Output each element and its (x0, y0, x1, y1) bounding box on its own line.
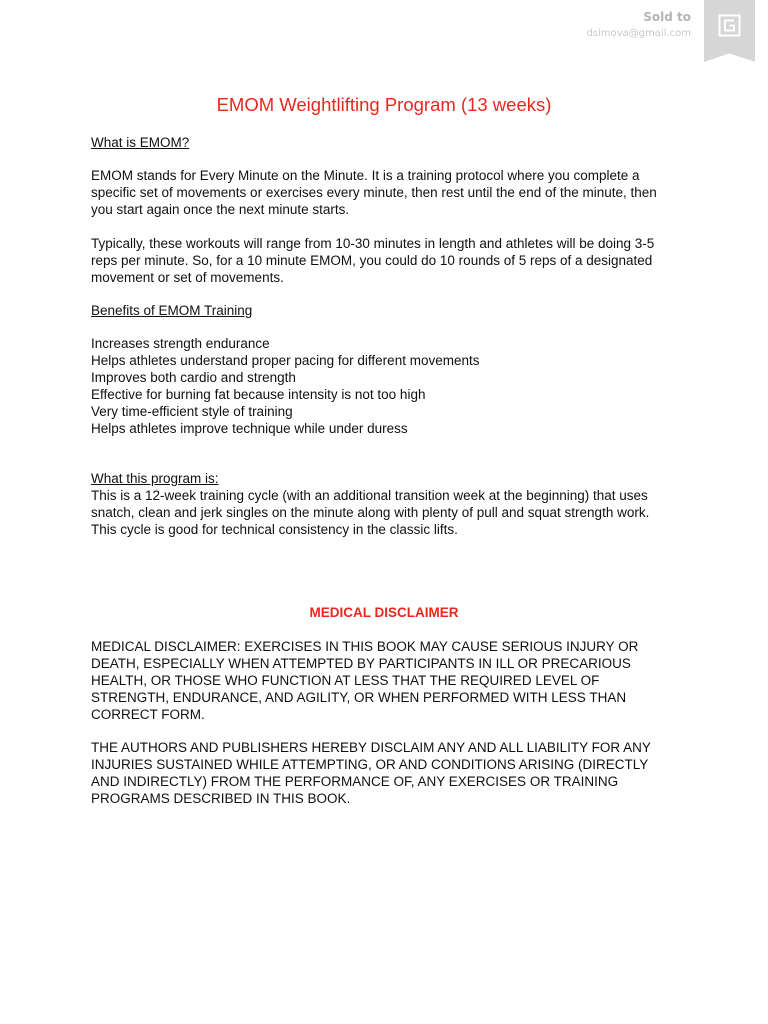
buyer-email: dsimova@gmail.com (586, 28, 691, 39)
what-is-emom-heading: What is EMOM? (91, 135, 190, 150)
text-line: PROGRAMS DESCRIBED IN THIS BOOK. (91, 791, 351, 806)
benefits-list (91, 335, 681, 437)
text-line: MEDICAL DISCLAIMER: EXERCISES IN THIS BOOK MAY CAUSE SERIOUS INJURY OR (91, 639, 639, 654)
bookmark-ribbon[interactable] (704, 0, 755, 62)
text-line: This cycle is good for technical consistency in the classic lifts. (91, 522, 458, 537)
text-line: DEATH, ESPECIALLY WHEN ATTEMPTED BY PARTICIPANTS IN ILL OR PRECARIOUS (91, 656, 631, 671)
text-line: HEALTH, OR THOSE WHO FUNCTION AT LESS THAT THE REQUIRED LEVEL OF (91, 673, 600, 688)
emom-typical-paragraph (91, 235, 681, 286)
sold-to-watermark (586, 8, 691, 42)
text-line: movement or set of movements. (91, 270, 284, 285)
list-item: Helps athletes improve technique while under duress (91, 421, 408, 436)
text-line: This is a 12-week training cycle (with an additional transition week at the beginning) that uses (91, 488, 648, 503)
g-logo-icon (718, 14, 741, 37)
text-line: THE AUTHORS AND PUBLISHERS HEREBY DISCLAIM ANY AND ALL LIABILITY FOR ANY (91, 740, 651, 755)
text-line: AND INDIRECTLY) FROM THE PERFORMANCE OF, ANY EXERCISES OR TRAINING (91, 774, 619, 789)
emom-definition-paragraph (91, 167, 681, 218)
sold-to-label: Sold to (643, 10, 691, 24)
text-line: you start again once the next minute starts. (91, 202, 350, 217)
text-line: Typically, these workouts will range from 10-30 minutes in length and athletes will be doing 3-5 (91, 236, 655, 251)
program-description (91, 487, 681, 538)
text-line: STRENGTH, ENDURANCE, AND AGILITY, OR WHEN PERFORMED WITH LESS THAN (91, 690, 627, 705)
text-line: EMOM stands for Every Minute on the Minute. It is a training protocol where you complete a (91, 168, 640, 183)
list-item: Effective for burning fat because intensity is not too high (91, 387, 426, 402)
list-item: Improves both cardio and strength (91, 370, 296, 385)
document-title: EMOM Weightlifting Program (13 weeks) (216, 94, 552, 115)
disclaimer-paragraph-1 (91, 638, 681, 723)
disclaimer-paragraph-2 (91, 739, 681, 807)
text-line: INJURIES SUSTAINED WHILE ATTEMPTING, OR AND CONDITIONS ARISING (DIRECTLY (91, 757, 649, 772)
medical-disclaimer-title: MEDICAL DISCLAIMER (309, 605, 459, 620)
list-item: Helps athletes understand proper pacing for different movements (91, 353, 480, 368)
benefits-heading: Benefits of EMOM Training (91, 303, 253, 318)
text-line: specific set of movements or exercises every minute, then rest until the end of the minute, then (91, 185, 657, 200)
text-line: CORRECT FORM. (91, 707, 205, 722)
text-line: snatch, clean and jerk singles on the minute along with plenty of pull and squat strength work. (91, 505, 650, 520)
text-line: reps per minute. So, for a 10 minute EMOM, you could do 10 rounds of 5 reps of a designated (91, 253, 653, 268)
list-item: Increases strength endurance (91, 336, 270, 351)
program-heading: What this program is: (91, 471, 219, 486)
list-item: Very time-efficient style of training (91, 404, 293, 419)
